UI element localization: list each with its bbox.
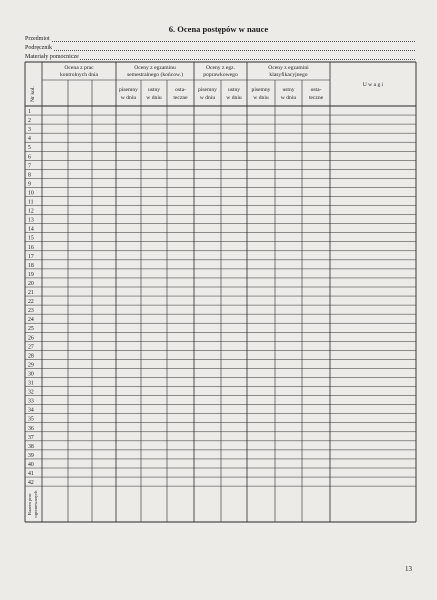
row-number-12: 12 xyxy=(28,208,34,215)
page-title: 6. Ocena postępów w nauce xyxy=(168,24,269,34)
row-number-38: 38 xyxy=(28,443,34,450)
group-header-2-line2: semestralnego (końcow.) xyxy=(127,72,183,78)
row-number-11: 11 xyxy=(28,199,34,206)
row-number-40: 40 xyxy=(28,461,34,468)
row-number-34: 34 xyxy=(28,407,34,414)
sub-header-7-line2: w dniu xyxy=(280,95,297,101)
sub-header-4-line2: w dniu xyxy=(199,95,216,101)
row-number-1: 1 xyxy=(28,109,31,115)
row-number-8: 8 xyxy=(28,172,31,179)
row-number-24: 24 xyxy=(28,317,34,324)
row-number-9: 9 xyxy=(28,181,31,188)
row-number-16: 16 xyxy=(28,244,34,251)
row-number-18: 18 xyxy=(28,262,34,269)
row-number-25: 25 xyxy=(28,326,34,333)
row-number-39: 39 xyxy=(28,452,34,459)
row-number-37: 37 xyxy=(28,434,34,441)
row-number-28: 28 xyxy=(28,353,34,360)
sub-header-8-line1: osta- xyxy=(310,87,322,93)
group-header-4-line1: Oceny z egzamini xyxy=(268,65,309,71)
row-number-15: 15 xyxy=(28,235,34,242)
row-number-4: 4 xyxy=(28,136,31,143)
group-header-4-line2: klasyfikacyjnego xyxy=(269,72,308,78)
sub-header-8-line2: teczne xyxy=(308,95,324,101)
materials-label: Materiały pomocnicze xyxy=(25,54,79,60)
row-number-14: 14 xyxy=(28,226,34,233)
row-number-29: 29 xyxy=(28,362,34,369)
group-header-2-line1: Oceny z egzaminu xyxy=(134,65,176,71)
footer-label-line2: ogranowanych xyxy=(33,490,38,518)
sub-header-5-line1: ustny xyxy=(227,87,241,93)
row-number-20: 20 xyxy=(28,280,34,287)
row-number-33: 33 xyxy=(28,398,34,405)
group-header-3-line2: poprawkowego xyxy=(203,72,238,78)
row-number-36: 36 xyxy=(28,425,34,432)
row-number-26: 26 xyxy=(28,335,34,342)
row-number-10: 10 xyxy=(28,190,34,197)
group-header-3-line1: Oceny z egz. xyxy=(205,65,236,71)
row-number-23: 23 xyxy=(28,308,34,315)
row-number-3: 3 xyxy=(28,127,31,134)
sub-header-6-line1: pisemny xyxy=(251,87,271,93)
row-number-22: 22 xyxy=(28,299,34,306)
group-header-1-line2: kontrolnych dnia xyxy=(59,72,99,78)
row-number-32: 32 xyxy=(28,389,34,396)
uwagi-header: U w a g i xyxy=(362,82,384,88)
row-number-2: 2 xyxy=(28,118,31,125)
row-number-41: 41 xyxy=(28,471,34,477)
sub-header-6-line2: w dniu xyxy=(253,95,269,101)
page-number: 13 xyxy=(405,565,412,573)
sub-header-3-line1: osta- xyxy=(175,87,186,93)
row-number-35: 35 xyxy=(28,416,34,423)
row-number-17: 17 xyxy=(28,253,34,260)
row-number-19: 19 xyxy=(28,271,34,278)
row-number-27: 27 xyxy=(28,344,34,351)
sub-header-5-line2: w dniu xyxy=(226,95,242,101)
sub-header-2-line1: ustny xyxy=(147,87,161,93)
sub-header-4-line1: pisemny xyxy=(198,87,217,93)
group-header-1-line1: Ocena z prac xyxy=(64,65,94,71)
nr-kol-header: Nr kol. xyxy=(30,86,36,102)
sub-header-1-line2: w dniu xyxy=(120,95,137,101)
sub-header-3-line2: teczne xyxy=(173,95,188,101)
row-number-13: 13 xyxy=(28,217,34,224)
footer-label-line1: Razem prac xyxy=(27,493,32,515)
row-number-5: 5 xyxy=(28,145,31,152)
sub-header-1-line1: pisemny xyxy=(119,87,138,93)
row-number-6: 6 xyxy=(28,154,31,161)
sub-header-7-line1: ustny xyxy=(282,87,295,93)
sub-header-2-line2: w dniu xyxy=(146,95,162,101)
textbook-label: Podręcznik xyxy=(25,45,52,51)
row-number-42: 42 xyxy=(28,480,34,487)
row-number-7: 7 xyxy=(28,163,31,170)
row-number-31: 31 xyxy=(28,380,34,387)
row-number-30: 30 xyxy=(28,371,34,378)
subject-label: Przedmiot xyxy=(25,36,50,42)
row-number-21: 21 xyxy=(28,290,34,296)
